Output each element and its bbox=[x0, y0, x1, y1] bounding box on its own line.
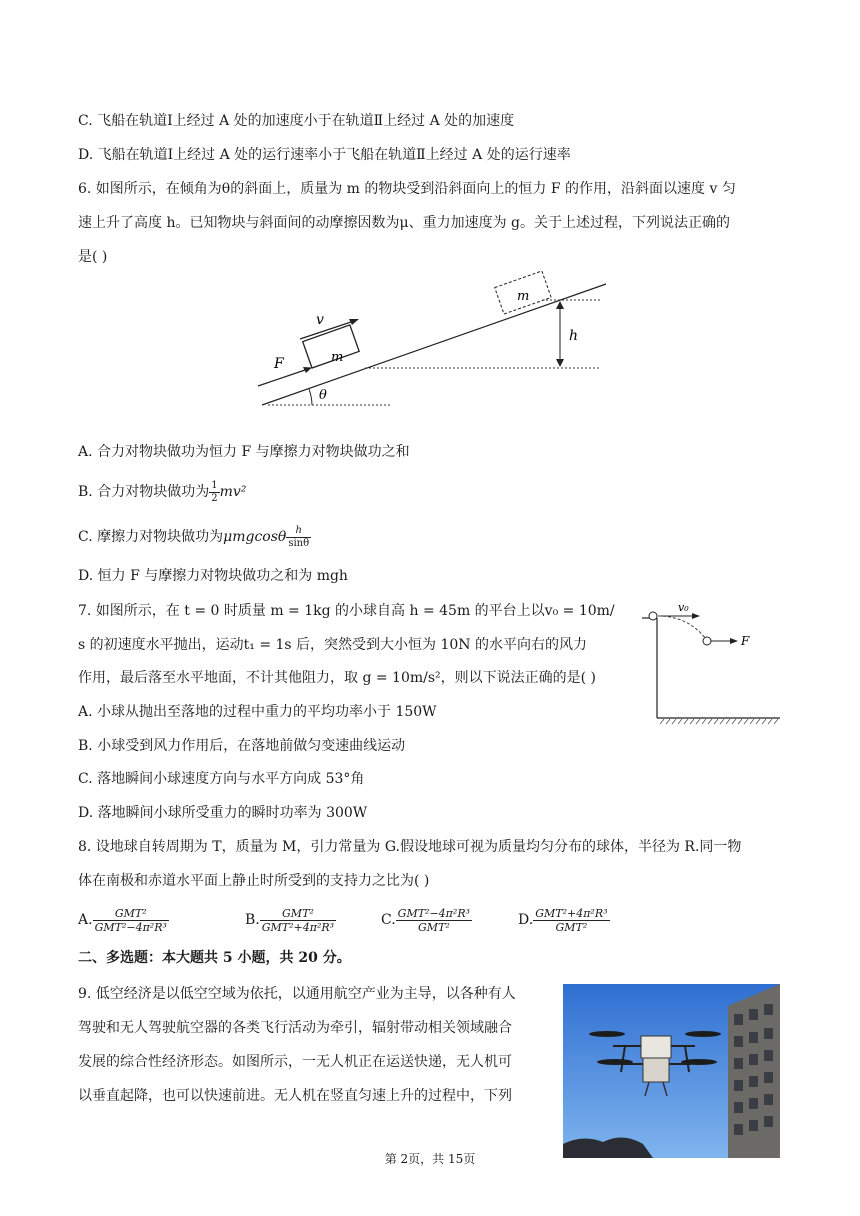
section-heading-multi-choice: 二、多选题：本大题共 5 小题，共 20 分。 bbox=[78, 950, 351, 966]
velocity-label: v bbox=[316, 312, 324, 328]
q8-option-d bbox=[518, 906, 610, 934]
q6-option-b bbox=[78, 480, 246, 504]
q5-option-d: D. 飞船在轨道Ⅰ上经过 A 处的运行速率小于飞船在轨道Ⅱ上经过 A 处的运行速率 bbox=[78, 147, 571, 163]
option-label: B. bbox=[245, 912, 260, 928]
q9-stem-line2: 驾驶和无人驾驶航空器的各类飞行活动为牵引，辐射带动相关领域融合 bbox=[78, 1020, 512, 1036]
q6-option-c bbox=[78, 525, 311, 549]
q8-stem-line2: 体在南极和赤道水平面上静止时所受到的支持力之比为( ) bbox=[78, 873, 430, 889]
q7-option-c: C. 落地瞬间小球速度方向与水平方向成 53°角 bbox=[78, 771, 365, 787]
q6-option-b-expr: mv² bbox=[219, 484, 247, 500]
q7-option-a: A. 小球从抛出至落地的过程中重力的平均功率小于 150W bbox=[78, 704, 437, 720]
option-label: C. bbox=[381, 912, 396, 928]
upper-block-label: m bbox=[517, 289, 530, 304]
q7-projectile-figure bbox=[640, 598, 785, 726]
q6-option-c-fraction bbox=[286, 526, 311, 549]
q6-stem-line2: 速上升了高度 h。已知物块与斜面间的动摩擦因数为μ、重力加速度为 g。关于上述过程，下列说法正确的 bbox=[78, 215, 730, 231]
wind-force-label: F bbox=[741, 634, 750, 648]
fraction-numerator: GMT²+4π²R³ bbox=[535, 906, 608, 920]
fraction-denominator: sinθ bbox=[288, 537, 310, 549]
q7-stem-line1: 7. 如图所示，在 t = 0 时质量 m = 1kg 的小球自高 h = 45m 的平台上以v₀ = 10m/ bbox=[78, 603, 615, 619]
fraction-numerator: h bbox=[286, 526, 311, 538]
fraction-denominator: 2 bbox=[211, 492, 218, 504]
fraction-denominator: GMT² bbox=[417, 920, 450, 934]
q6-incline-figure bbox=[250, 268, 620, 418]
q8-option-a bbox=[78, 906, 169, 934]
fraction-numerator: GMT² bbox=[260, 908, 336, 921]
q6-option-c-text: C. 摩擦力对物块做功为 bbox=[78, 529, 224, 545]
lower-block-label: m bbox=[331, 350, 344, 365]
fraction-numerator: GMT²−4π²R³ bbox=[397, 906, 471, 920]
fraction-numerator: 1 bbox=[211, 479, 218, 491]
q9-stem-line4: 以垂直起降，也可以快速前进。无人机在竖直匀速上升的过程中，下列 bbox=[78, 1088, 512, 1104]
q6-option-d: D. 恒力 F 与摩擦力对物块做功之和为 mgh bbox=[78, 568, 348, 584]
drone-photo bbox=[563, 984, 780, 1158]
theta-label: θ bbox=[319, 388, 327, 403]
force-label: F bbox=[274, 356, 284, 372]
q6-stem-line3: 是( ) bbox=[78, 249, 108, 265]
fraction-numerator: GMT² bbox=[93, 908, 169, 921]
page-footer: 第 2页，共 15页 bbox=[384, 1152, 476, 1166]
option-label: A. bbox=[78, 912, 93, 928]
q7-option-b: B. 小球受到风力作用后，在落地前做匀变速曲线运动 bbox=[78, 738, 406, 754]
q8-option-c bbox=[381, 906, 472, 934]
q6-option-c-expr: μmgcosθ bbox=[223, 529, 287, 545]
height-label: h bbox=[569, 328, 579, 344]
q7-option-d: D. 落地瞬间小球所受重力的瞬时功率为 300W bbox=[78, 805, 368, 821]
q8-option-d-fraction bbox=[533, 908, 609, 933]
q7-stem-line3: 作用，最后落至水平地面，不计其他阻力，取 g = 10m/s²，则以下说法正确的是( ) bbox=[78, 670, 597, 686]
q5-option-c: C. 飞船在轨道Ⅰ上经过 A 处的加速度小于在轨道Ⅱ上经过 A 处的加速度 bbox=[78, 113, 515, 129]
q8-stem-line1: 8. 设地球自转周期为 T，质量为 M，引力常量为 G.假设地球可视为质量均匀分布的球体，半径为 R.同一物 bbox=[78, 839, 742, 855]
q6-stem-line1: 6. 如图所示，在倾角为θ的斜面上，质量为 m 的物块受到沿斜面向上的恒力 F 的作用，沿斜面以速度 v 匀 bbox=[78, 181, 736, 197]
q8-option-c-fraction bbox=[396, 908, 472, 933]
option-label: D. bbox=[518, 912, 534, 928]
q8-option-b bbox=[245, 906, 336, 934]
fraction-denominator: GMT²+4π²R³ bbox=[261, 920, 335, 934]
q6-option-b-fraction bbox=[209, 481, 219, 504]
q8-option-b-fraction bbox=[260, 908, 336, 933]
q6-option-b-text: B. 合力对物块做功为 bbox=[78, 484, 210, 500]
q8-option-a-fraction bbox=[93, 908, 169, 933]
q6-option-a: A. 合力对物块做功为恒力 F 与摩擦力对物块做功之和 bbox=[78, 444, 410, 460]
fraction-denominator: GMT²−4π²R³ bbox=[94, 920, 167, 934]
q9-stem-line1: 9. 低空经济是以低空空域为依托，以通用航空产业为主导，以各种有人 bbox=[78, 986, 516, 1002]
v0-label: v₀ bbox=[678, 601, 689, 614]
q7-stem-line2: s 的初速度水平抛出，运动t₁ = 1s 后，突然受到大小恒为 10N 的水平向右的风力 bbox=[78, 637, 588, 653]
fraction-denominator: GMT² bbox=[555, 920, 588, 934]
q9-stem-line3: 发展的综合性经济形态。如图所示，一无人机正在运送快递，无人机可 bbox=[78, 1054, 512, 1070]
